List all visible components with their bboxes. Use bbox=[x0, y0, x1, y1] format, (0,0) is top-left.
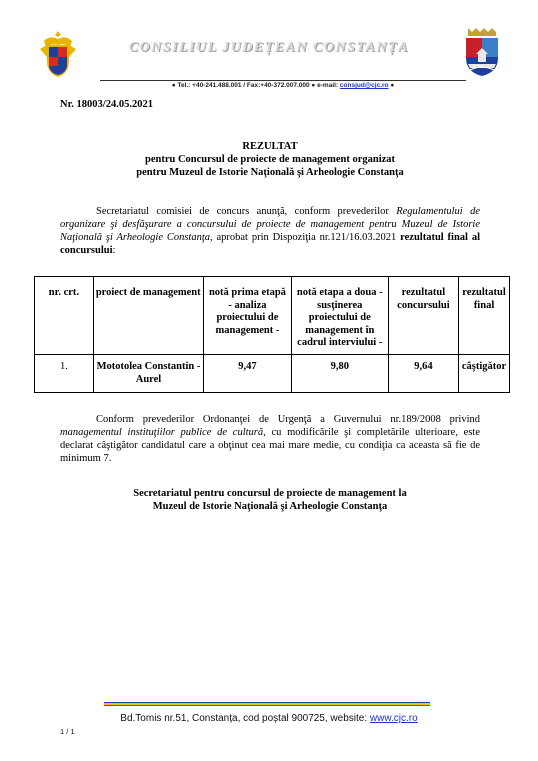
document-number: Nr. 18003/24.05.2021 bbox=[60, 99, 153, 110]
table-header-row bbox=[35, 277, 510, 355]
footer-bar-red bbox=[104, 705, 430, 706]
constanta-county-coat-of-arms-icon bbox=[460, 24, 504, 78]
cell-candidate: Mototolea Constantin - Aurel bbox=[93, 355, 203, 393]
header-proiect: proiect de management bbox=[93, 277, 203, 355]
legal-text-b: , cu modificările şi completările ulterioare, este declarat câştigător candidatul care a obţinut cea mai mare medie, cu condiţia ca aceasta să fie de minimum 7. bbox=[60, 427, 480, 464]
header-divider bbox=[100, 80, 466, 81]
header-nota-etapa-2: notă etapa a doua - susţinerea proiectului de management în cadrul interviului - bbox=[291, 277, 388, 355]
title-line-2: pentru Concursul de proiecte de management organizat bbox=[144, 154, 396, 165]
footer-tricolor-bar bbox=[104, 702, 430, 707]
address-text: Bd.Tomis nr.51, Constanța, cod poștal 900725, website: bbox=[120, 713, 370, 724]
table-row bbox=[35, 355, 510, 393]
intro-text-b: , aprobat prin Dispoziţia nr.121/16.03.2021 bbox=[210, 232, 401, 243]
intro-paragraph bbox=[60, 205, 480, 257]
cell-nota-1: 9,47 bbox=[204, 355, 292, 393]
header-nr-crt: nr. crt. bbox=[35, 277, 94, 355]
results-table bbox=[34, 276, 510, 393]
intro-text-italic: Regulamentului de organizare şi desfăşurare a concursului de proiecte de management pentru Muzeul de Istorie Naţională şi Arheologie Constanţa bbox=[60, 206, 480, 243]
contact-line bbox=[100, 82, 466, 89]
cell-final: câştigător bbox=[459, 355, 510, 393]
signature-block bbox=[60, 487, 480, 513]
contact-phones: ● Tel.: +40-241.488.001 / Fax:+40-372.007.000 ● e-mail: bbox=[171, 82, 340, 89]
legal-paragraph bbox=[60, 413, 480, 465]
page-number: 1 / 1 bbox=[60, 727, 75, 736]
title-line-1: REZULTAT bbox=[242, 141, 298, 152]
contact-end: ● bbox=[388, 82, 395, 89]
header-rezultat-concurs: rezultatul concursului bbox=[388, 277, 458, 355]
footer-address bbox=[0, 713, 538, 724]
signature-line-2: Muzeul de Istorie Naţională şi Arheologie Constanţa bbox=[152, 501, 388, 512]
title-line-3: pentru Muzeul de Istorie Naţională şi Arheologie Constanţa bbox=[136, 167, 404, 178]
intro-text-bold: rezultatul final al concursului bbox=[60, 232, 480, 256]
header-nota-etapa-1: notă prima etapă - analiza proiectului de management - bbox=[204, 277, 292, 355]
cell-nr: 1. bbox=[35, 355, 94, 393]
org-title: CONSILIUL JUDEȚEAN CONSTANȚA bbox=[128, 40, 410, 55]
document-title bbox=[60, 140, 480, 179]
signature-line-1: Secretariatul pentru concursul de proiecte de management la bbox=[133, 488, 407, 499]
cell-nota-2: 9,80 bbox=[291, 355, 388, 393]
header-rezultat-final: rezultatul final bbox=[459, 277, 510, 355]
legal-text-a: Conform prevederilor Ordonanţei de Urgenţă a Guvernului nr.189/2008 privind bbox=[96, 414, 480, 425]
email-link[interactable]: consjud@cjc.ro bbox=[339, 82, 389, 89]
website-link[interactable]: www.cjc.ro bbox=[369, 713, 418, 724]
cell-rezultat: 9,64 bbox=[388, 355, 458, 393]
intro-text-a: Secretariatul comisiei de concurs anunţă, conform prevederilor bbox=[96, 206, 397, 217]
intro-text-end: : bbox=[112, 245, 116, 256]
legal-text-italic: managementul instituţiilor publice de cultură bbox=[60, 427, 264, 438]
